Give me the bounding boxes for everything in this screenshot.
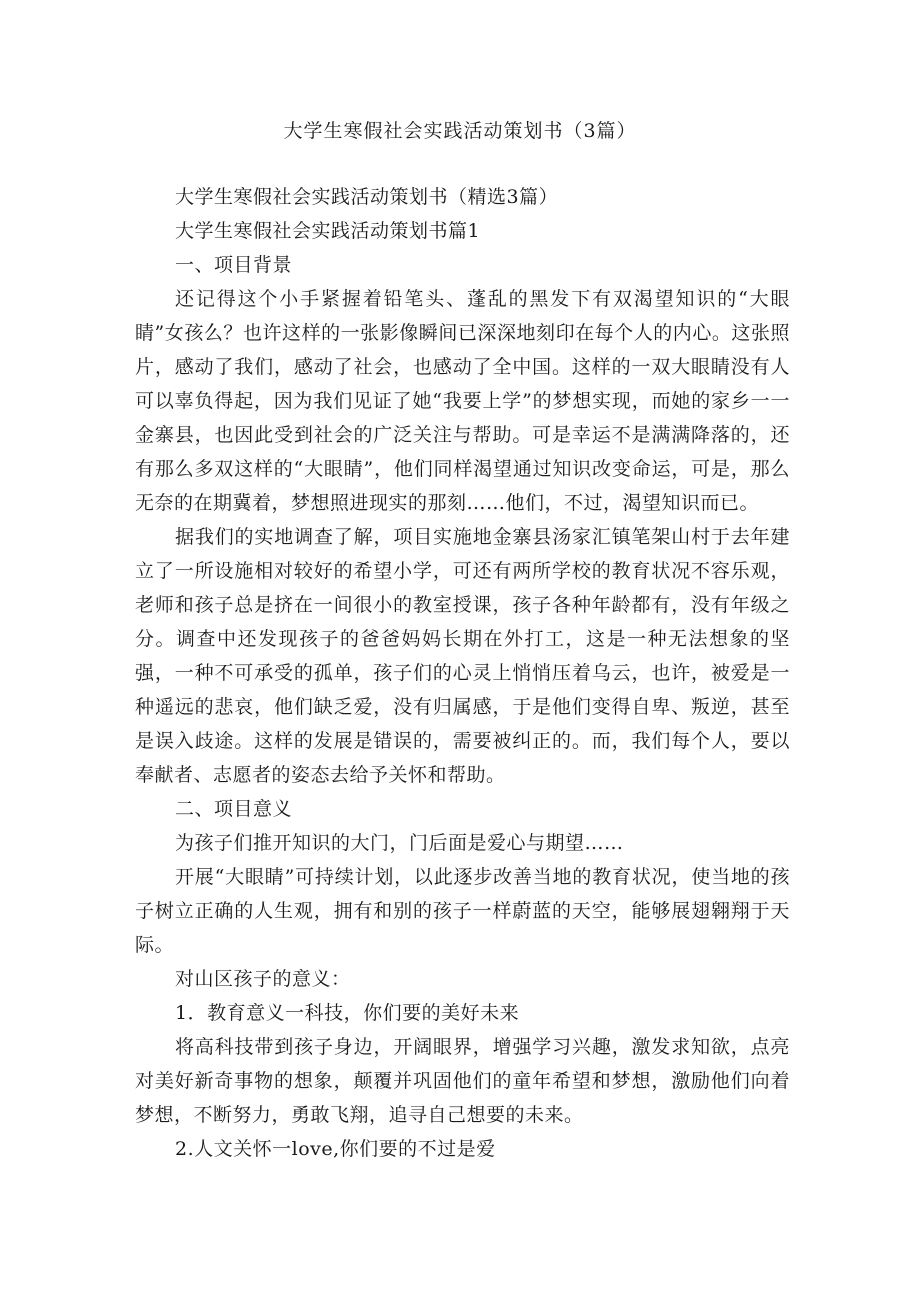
document-title: 大学生寒假社会实践活动策划书（3篇） [283, 120, 637, 142]
section-heading-part1: 大学生寒假社会实践活动策划书篇1 [175, 220, 481, 242]
document-body [135, 180, 790, 1166]
subtitle-paragraph: 大学生寒假社会实践活动策划书（精选3篇） [175, 186, 559, 208]
significance-subheading: 对山区孩子的意义： [175, 968, 351, 990]
list-item-education: 1．教育意义一科技，你们要的美好未来 [175, 1002, 520, 1024]
heading-project-background: 一、项目背景 [175, 254, 293, 276]
education-paragraph: 将高科技带到孩子身边，开阔眼界，增强学习兴趣，激发求知欲，点亮对美好新奇事物的想象，颠覆并巩固他们的童年希望和梦想，激励他们向着梦想，不断努力，勇敢飞翔，追寻自己想要的未来。 [135, 1036, 790, 1126]
significance-paragraph-2: 开展“大眼睛”可持续计划，以此逐步改善当地的教育状况，使当地的孩子树立正确的人生观，拥有和别的孩子一样蔚蓝的天空，能够展翅翱翔于天际。 [135, 866, 790, 956]
significance-paragraph-1: 为孩子们推开知识的大门，门后面是爱心与期望…… [175, 832, 624, 854]
background-paragraph-1: 还记得这个小手紧握着铅笔头、蓬乱的黑发下有双渴望知识的“大眼睛”女孩么？也许这样的一张影像瞬间已深深地刻印在每个人的内心。这张照片，感动了我们，感动了社会，也感动了全中国。这样的一双大眼睛没有人可以辜负得起，因为我们见证了她“我要上学”的梦想实现，而她的家乡一一金寨县，也因此受到社会的广泛关注与帮助。可是幸运不是满满降落的，还有那么多双这样的“大眼睛”，他们同样渴望通过知识改变命运，可是，那么无奈的在期冀着，梦想照进现实的那刻……他们，不过，渴望知识而已。 [135, 288, 790, 514]
heading-project-significance: 二、项目意义 [175, 798, 293, 820]
background-paragraph-2: 据我们的实地调查了解，项目实施地金寨县汤家汇镇笔架山村于去年建立了一所设施相对较好的希望小学，可还有两所学校的教育状况不容乐观，老师和孩子总是挤在一间很小的教室授课，孩子各种年龄都有，没有年级之分。调查中还发现孩子的爸爸妈妈长期在外打工，这是一种无法想象的坚强，一种不可承受的孤单，孩子们的心灵上悄悄压着乌云，也许，被爱是一种遥远的悲哀，他们缺乏爱，没有归属感，于是他们变得自卑、叛逆，甚至是误入歧途。这样的发展是错误的，需要被纠正的。而，我们每个人，要以奉献者、志愿者的姿态去给予关怀和帮助。 [135, 526, 790, 786]
list-item-humanistic-care: 2.人文关怀一love,你们要的不过是爱 [175, 1138, 496, 1160]
